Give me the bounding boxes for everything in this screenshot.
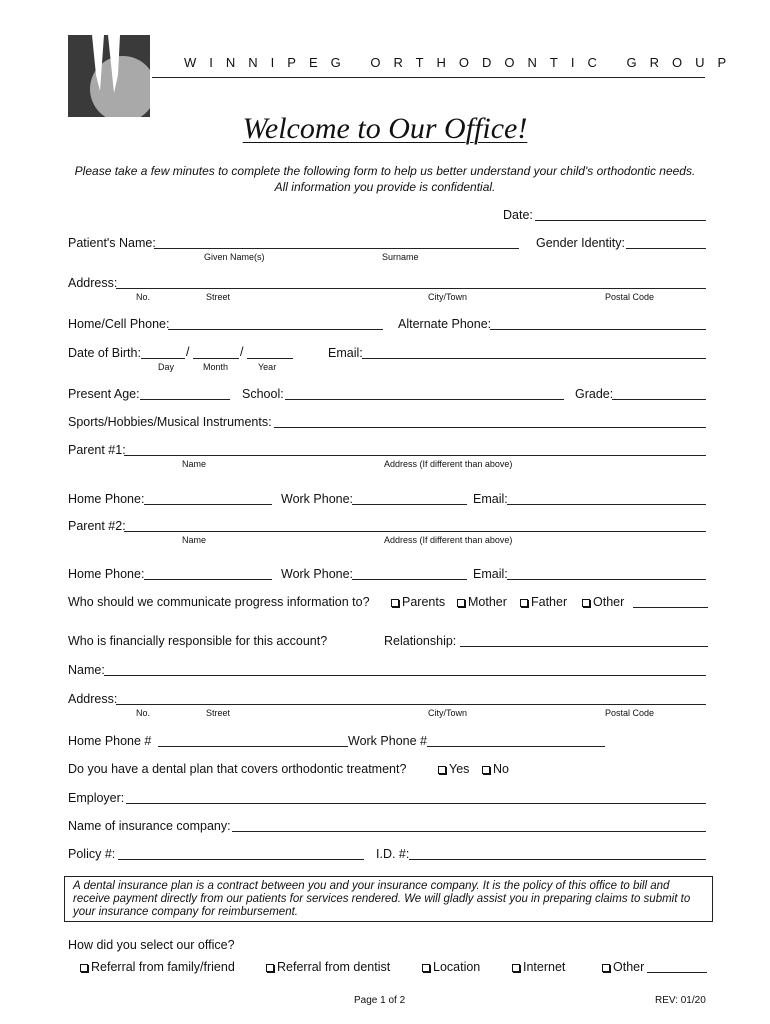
checkbox-icon [602,964,610,972]
referral-question: How did you select our office? [68,938,235,952]
policy-field[interactable] [118,859,364,860]
employer-label: Employer: [68,791,125,805]
patient-name-field[interactable] [154,248,519,249]
resp-home-phone-label: Home Phone # [68,734,152,748]
relationship-field[interactable] [460,646,708,647]
relationship-label: Relationship: [384,634,457,648]
parent2-address-caption: Address (If different than above) [384,535,513,545]
resp-no-caption: No. [136,708,151,718]
sports-field[interactable] [274,427,706,428]
checkbox-icon [520,599,528,607]
responsible-address-field[interactable] [116,704,706,705]
checkbox-icon [391,599,399,607]
parent2-label: Parent #2: [68,519,126,533]
revision-label: REV: 01/20 [655,995,706,1006]
dental-plan-no-checkbox[interactable]: No [482,762,509,776]
responsible-address-label: Address: [68,692,118,706]
present-age-label: Present Age: [68,387,140,401]
checkbox-icon [266,964,274,972]
opt-other-field[interactable] [633,607,708,608]
logo-mark-icon [68,35,150,117]
address-field[interactable] [116,288,706,289]
resp-postal-caption: Postal Code [605,708,655,718]
referral-other-field[interactable] [647,972,707,973]
surname-caption: Surname [382,252,419,262]
email-field[interactable] [362,358,706,359]
dob-day-caption: Day [158,362,175,372]
dental-plan-question: Do you have a dental plan that covers orthodontic treatment? [68,762,407,776]
parent1-field[interactable] [124,455,706,456]
address-city-caption: City/Town [428,292,468,302]
dob-month-field[interactable] [193,358,239,359]
insurance-label: Name of insurance company: [68,819,231,833]
dob-year-caption: Year [258,362,277,372]
patient-name-label: Patient's Name: [68,236,156,250]
id-label: I.D. #: [376,847,410,861]
opt-mother-checkbox[interactable]: Mother [457,595,507,609]
dob-label: Date of Birth: [68,346,141,360]
parent2-home-phone-label: Home Phone: [68,567,145,581]
given-names-caption: Given Name(s) [204,252,265,262]
opt-parents-checkbox[interactable]: Parents [391,595,445,609]
school-field[interactable] [285,399,564,400]
alt-phone-field[interactable] [490,329,706,330]
resp-city-caption: City/Town [428,708,468,718]
referral-location-checkbox[interactable]: Location [422,960,480,974]
address-street-caption: Street [206,292,231,302]
parent2-email-label: Email: [473,567,508,581]
page-title: Welcome to Our Office! [242,112,528,145]
present-age-field[interactable] [140,399,230,400]
dob-slash-2: / [240,345,244,359]
parent1-work-phone-field[interactable] [352,504,467,505]
parent1-home-phone-field[interactable] [144,504,272,505]
intro-text-1: Please take a few minutes to complete the following form to help us better understand your child's orthodontic needs. [74,164,696,178]
parent1-home-phone-label: Home Phone: [68,492,145,506]
parent1-work-phone-label: Work Phone: [281,492,354,506]
grade-field[interactable] [612,399,706,400]
financial-question: Who is financially responsible for this account? [68,634,328,648]
address-no-caption: No. [136,292,151,302]
parent1-label: Parent #1: [68,443,126,457]
parent1-address-caption: Address (If different than above) [384,459,513,469]
intro-text-2: All information you provide is confidential. [274,180,496,194]
gender-label: Gender Identity: [536,236,625,250]
parent1-email-field[interactable] [507,504,706,505]
responsible-name-label: Name: [68,663,105,677]
checkbox-icon [80,964,88,972]
parent2-field[interactable] [124,531,706,532]
address-postal-caption: Postal Code [605,292,655,302]
opt-father-checkbox[interactable]: Father [520,595,567,609]
brand-name: WINNIPEG ORTHODONTIC GROUP [184,55,740,70]
parent1-email-label: Email: [473,492,508,506]
resp-home-phone-field[interactable] [158,746,348,747]
referral-family-checkbox[interactable]: Referral from family/friend [80,960,235,974]
resp-street-caption: Street [206,708,231,718]
checkbox-icon [457,599,465,607]
checkbox-icon [438,766,446,774]
dob-day-field[interactable] [141,358,185,359]
checkbox-icon [482,766,490,774]
resp-work-phone-field[interactable] [427,746,605,747]
referral-internet-checkbox[interactable]: Internet [512,960,565,974]
gender-field[interactable] [626,248,706,249]
parent1-name-caption: Name [182,459,207,469]
parent2-work-phone-field[interactable] [352,579,467,580]
referral-dentist-checkbox[interactable]: Referral from dentist [266,960,390,974]
parent2-work-phone-label: Work Phone: [281,567,354,581]
page-number: Page 1 of 2 [354,995,406,1006]
address-label: Address: [68,276,118,290]
policy-label: Policy #: [68,847,116,861]
parent2-home-phone-field[interactable] [144,579,272,580]
checkbox-icon [582,599,590,607]
resp-work-phone-label: Work Phone # [348,734,427,748]
parent2-email-field[interactable] [507,579,706,580]
dob-slash-1: / [186,345,190,359]
dob-month-caption: Month [203,362,229,372]
insurance-field[interactable] [232,831,706,832]
company-logo [68,35,150,117]
insurance-notice: A dental insurance plan is a contract between you and your insurance company. It is the policy of this office to bill and receive payment directly from our patients for services rendered. We will gladly assist you in preparing claims to submit to your insurance company for reimbursement. [64,876,713,922]
school-label: School: [242,387,284,401]
communicate-question: Who should we communicate progress information to? [68,595,370,609]
id-field[interactable] [409,859,706,860]
responsible-name-field[interactable] [104,675,706,676]
sports-label: Sports/Hobbies/Musical Instruments: [68,415,272,429]
checkbox-icon [512,964,520,972]
email-label: Email: [328,346,363,360]
dob-year-field[interactable] [247,358,293,359]
grade-label: Grade: [575,387,614,401]
alt-phone-label: Alternate Phone: [398,317,492,331]
date-field[interactable] [535,220,706,221]
parent2-name-caption: Name [182,535,207,545]
referral-other-checkbox[interactable]: Other [602,960,644,974]
home-cell-field[interactable] [168,329,383,330]
dental-plan-yes-checkbox[interactable]: Yes [438,762,469,776]
checkbox-icon [422,964,430,972]
employer-field[interactable] [126,803,706,804]
date-label: Date: [503,208,533,222]
opt-other-checkbox[interactable]: Other [582,595,624,609]
brand-divider [152,77,705,78]
home-cell-label: Home/Cell Phone: [68,317,170,331]
